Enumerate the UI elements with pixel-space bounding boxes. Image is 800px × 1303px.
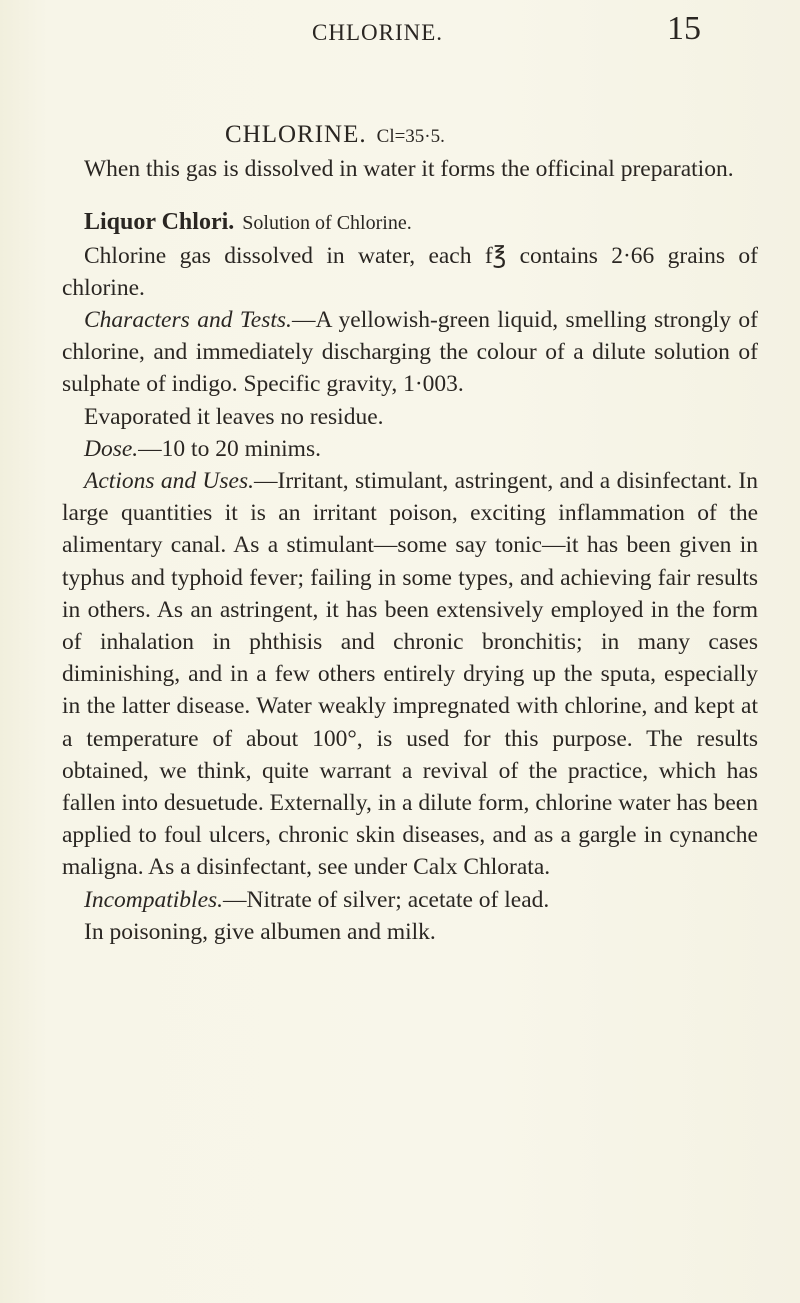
incompatibles-label: Incompatibles. [84,886,224,913]
dose-label: Dose. [84,435,139,462]
preparation-name: Liquor Chlori. [84,209,235,236]
dose-paragraph [62,433,758,465]
preparation-heading [62,206,758,239]
characters-label: Characters and Tests. [84,307,292,334]
incompatibles-paragraph [62,884,758,916]
preparation-description: Chlorine gas dissolved in water, each f℥ contains 2·66 grains of chlorine. [62,242,758,301]
actions-paragraph [62,465,758,884]
actions-label: Actions and Uses. [84,468,254,495]
entry-title-line [62,119,758,153]
page-number: 15 [667,10,701,47]
intro-paragraph: When this gas is dissolved in water it forms the officinal preparation. [84,156,734,183]
chemical-formula: Cl=35·5. [376,126,445,147]
evaporated-paragraph: Evaporated it leaves no residue. [84,403,384,430]
actions-text: —Irritant, stimulant, astringent, and a disinfectant. In large quantities it is an irritant poison, exciting inflammation of the alimentary canal. As a stimulant—some say tonic—it has been given in typhus and typhoid fever; failing in some types, and achieving fair results in others. As an astringent, it has been extensively employed in the form of inhalation in phthisis and chronic bronchitis; in many cases diminishing, and in a few others entirely drying up the sputa, especially in the latter disease. Water weakly impregnated with chlorine, and kept at a temperature of about 100°, is used for this purpose. The results obtained, we think, quite warrant a revival of the practice, which has fallen into desuetude. Externally, in a dilute form, chlorine water has been applied to foul ulcers, chronic skin diseases, and as a gargle in cynanche maligna. As a disinfectant, see under Calx Chlorata. [62,468,759,881]
characters-paragraph [62,304,758,401]
running-head: CHLORINE. [312,20,444,45]
characters-text: —A yellowish-green liquid, smelling strongly of chlorine, and immediately discharging the colour of a dilute solution of sulphate of indigo. Specific gravity, 1·003. [62,307,758,398]
page-content [62,119,758,948]
poisoning-paragraph: In poisoning, give albumen and milk. [84,918,436,945]
preparation-subtitle: Solution of Chlorine. [242,212,412,235]
entry-title: CHLORINE. [225,121,367,148]
incompatibles-text: —Nitrate of silver; acetate of lead. [223,886,550,913]
dose-text: —10 to 20 minims. [138,435,321,462]
